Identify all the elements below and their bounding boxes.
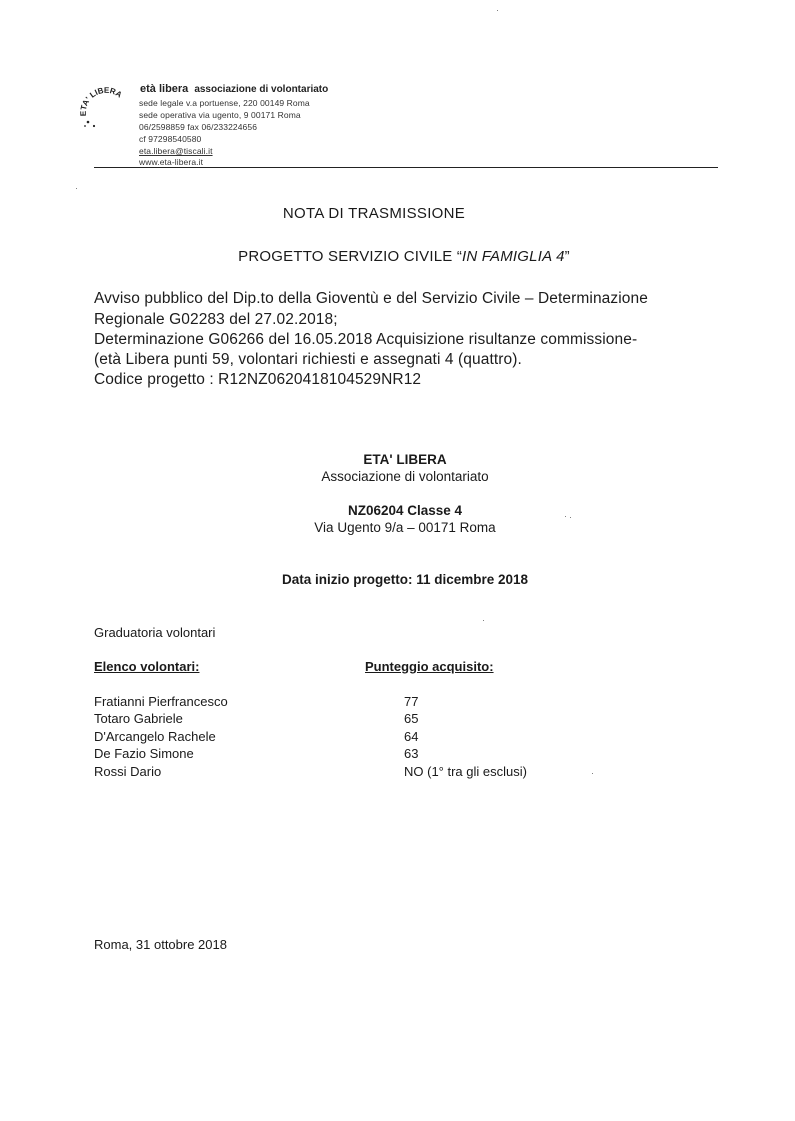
volunteer-name: De Fazio Simone [94,746,194,761]
volunteer-score: 63 [404,746,419,761]
scan-speck [76,188,77,189]
eta-libera-logo [78,82,134,130]
volunteer-name: Totaro Gabriele [94,711,183,726]
scan-speck [592,773,593,774]
volunteer-score: 65 [404,711,419,726]
start-date: Data inizio progetto: 11 dicembre 2018 [281,572,529,587]
body-line-1: Avviso pubblico del Dip.to della Gioventù e del Servizio Civile – Determinazione [94,290,648,307]
scan-speck [483,620,484,621]
volunteer-score: 77 [404,694,419,709]
project-title-prefix: PROGETTO SERVIZIO CIVILE “ [238,248,463,265]
volunteer-score: NO (1° tra gli esclusi) [404,764,527,779]
org-name: ETA' LIBERA [363,452,447,467]
scores-column-header: Punteggio acquisito: [365,659,494,674]
logo-text: ETA' LIBERA [78,85,124,117]
letterhead-email[interactable]: eta.libera@tiscali.it [139,146,213,156]
volunteer-name: Fratianni Pierfrancesco [94,694,228,709]
letterhead-name: età libera [140,83,189,95]
volunteer-score: 64 [404,729,419,744]
volunteer-name: Rossi Dario [94,764,162,779]
letterhead-tagline: associazione di volontariato [194,84,329,95]
letterhead-operative-address: sede operativa via ugento, 9 00171 Roma [139,110,301,120]
letterhead-legal-address: sede legale v.a portuense, 220 00149 Roma [139,98,310,108]
org-code: NZ06204 Classe 4 [347,503,463,518]
names-column-header: Elenco volontari: [94,659,200,674]
svg-text:ETA' LIBERA [79,86,124,117]
body-line-3: Determinazione G06266 del 16.05.2018 Acquisizione risultanze commissione- [94,331,638,348]
letterhead-phone: 06/2598859 fax 06/233224656 [139,122,258,132]
org-address: Via Ugento 9/a – 00171 Roma [314,520,496,535]
document-title: NOTA DI TRASMISSIONE [282,205,466,222]
volunteer-name: D'Arcangelo Rachele [94,729,216,744]
letterhead-divider [94,167,718,168]
letterhead-tax-code: cf 97298540580 [139,134,202,144]
project-name: IN FAMIGLIA 4 [462,248,565,265]
project-title [0,248,795,265]
place-date-signoff: Roma, 31 ottobre 2018 [94,937,227,952]
scan-speck [497,10,498,11]
project-code-line: Codice progetto : R12NZ0620418104529NR12 [94,371,422,388]
org-type: Associazione di volontariato [321,469,489,484]
body-line-2: Regionale G02283 del 27.02.2018; [94,311,338,328]
letterhead-website[interactable]: www.eta-libera.it [139,157,204,167]
project-title-suffix: ” [564,248,570,265]
letterhead-name-row [140,83,328,95]
ranking-heading: Graduatoria volontari [94,625,216,640]
body-line-4: (età Libera punti 59, volontari richiesti e assegnati 4 (quattro). [94,351,522,368]
